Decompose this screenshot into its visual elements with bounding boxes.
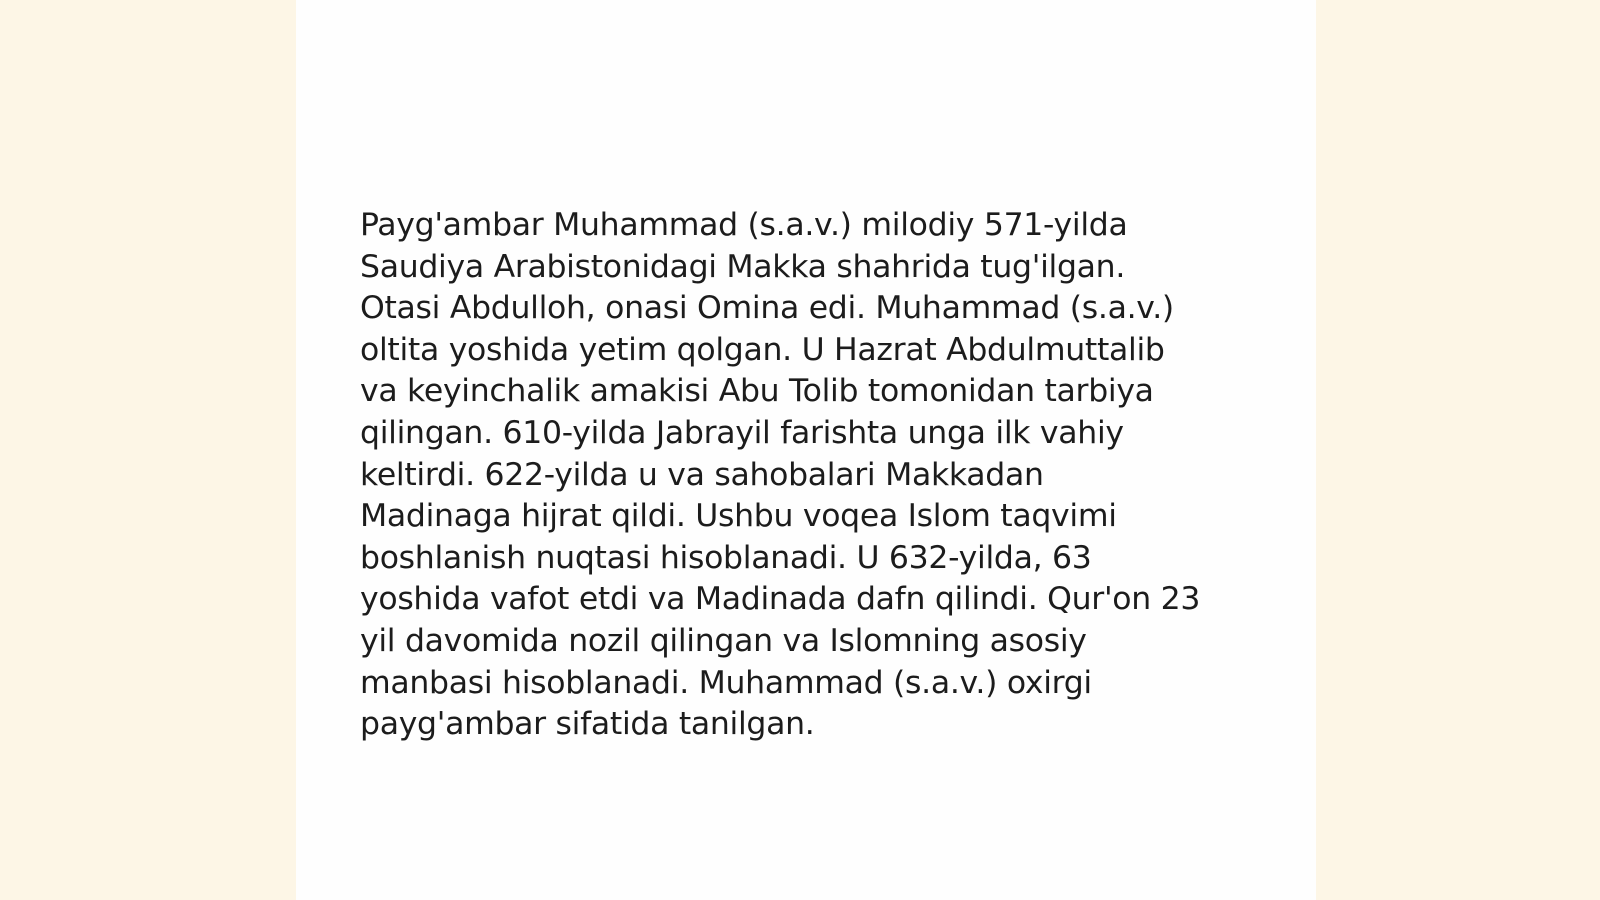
body-paragraph: Payg'ambar Muhammad (s.a.v.) milodiy 571-yilda Saudiya Arabistonidagi Makka shahrida tug'ilgan. Otasi Abdulloh, onasi Omina edi. Muhammad (s.a.v.) oltita yoshida yetim qolgan. U Hazrat Abdulmuttalib va keyinchalik amakisi Abu Tolib tomonidan tarbiya qilingan. 610-yilda Jabrayil farishta unga ilk vahiy keltirdi. 622-yilda u va sahobalari Makkadan Madinaga hijrat qildi. Ushbu voqea Islom taqvimi boshlanish nuqtasi hisoblanadi. U 632-yilda, 63 yoshida vafot etdi va Madinada dafn qilindi. Qur'on 23 yil davomida nozil qilingan va Islomning asosiy manbasi hisoblanadi. Muhammad (s.a.v.) oxirgi payg'ambar sifatida tanilgan. bbox=[360, 207, 1201, 743]
document-page bbox=[296, 0, 1316, 900]
